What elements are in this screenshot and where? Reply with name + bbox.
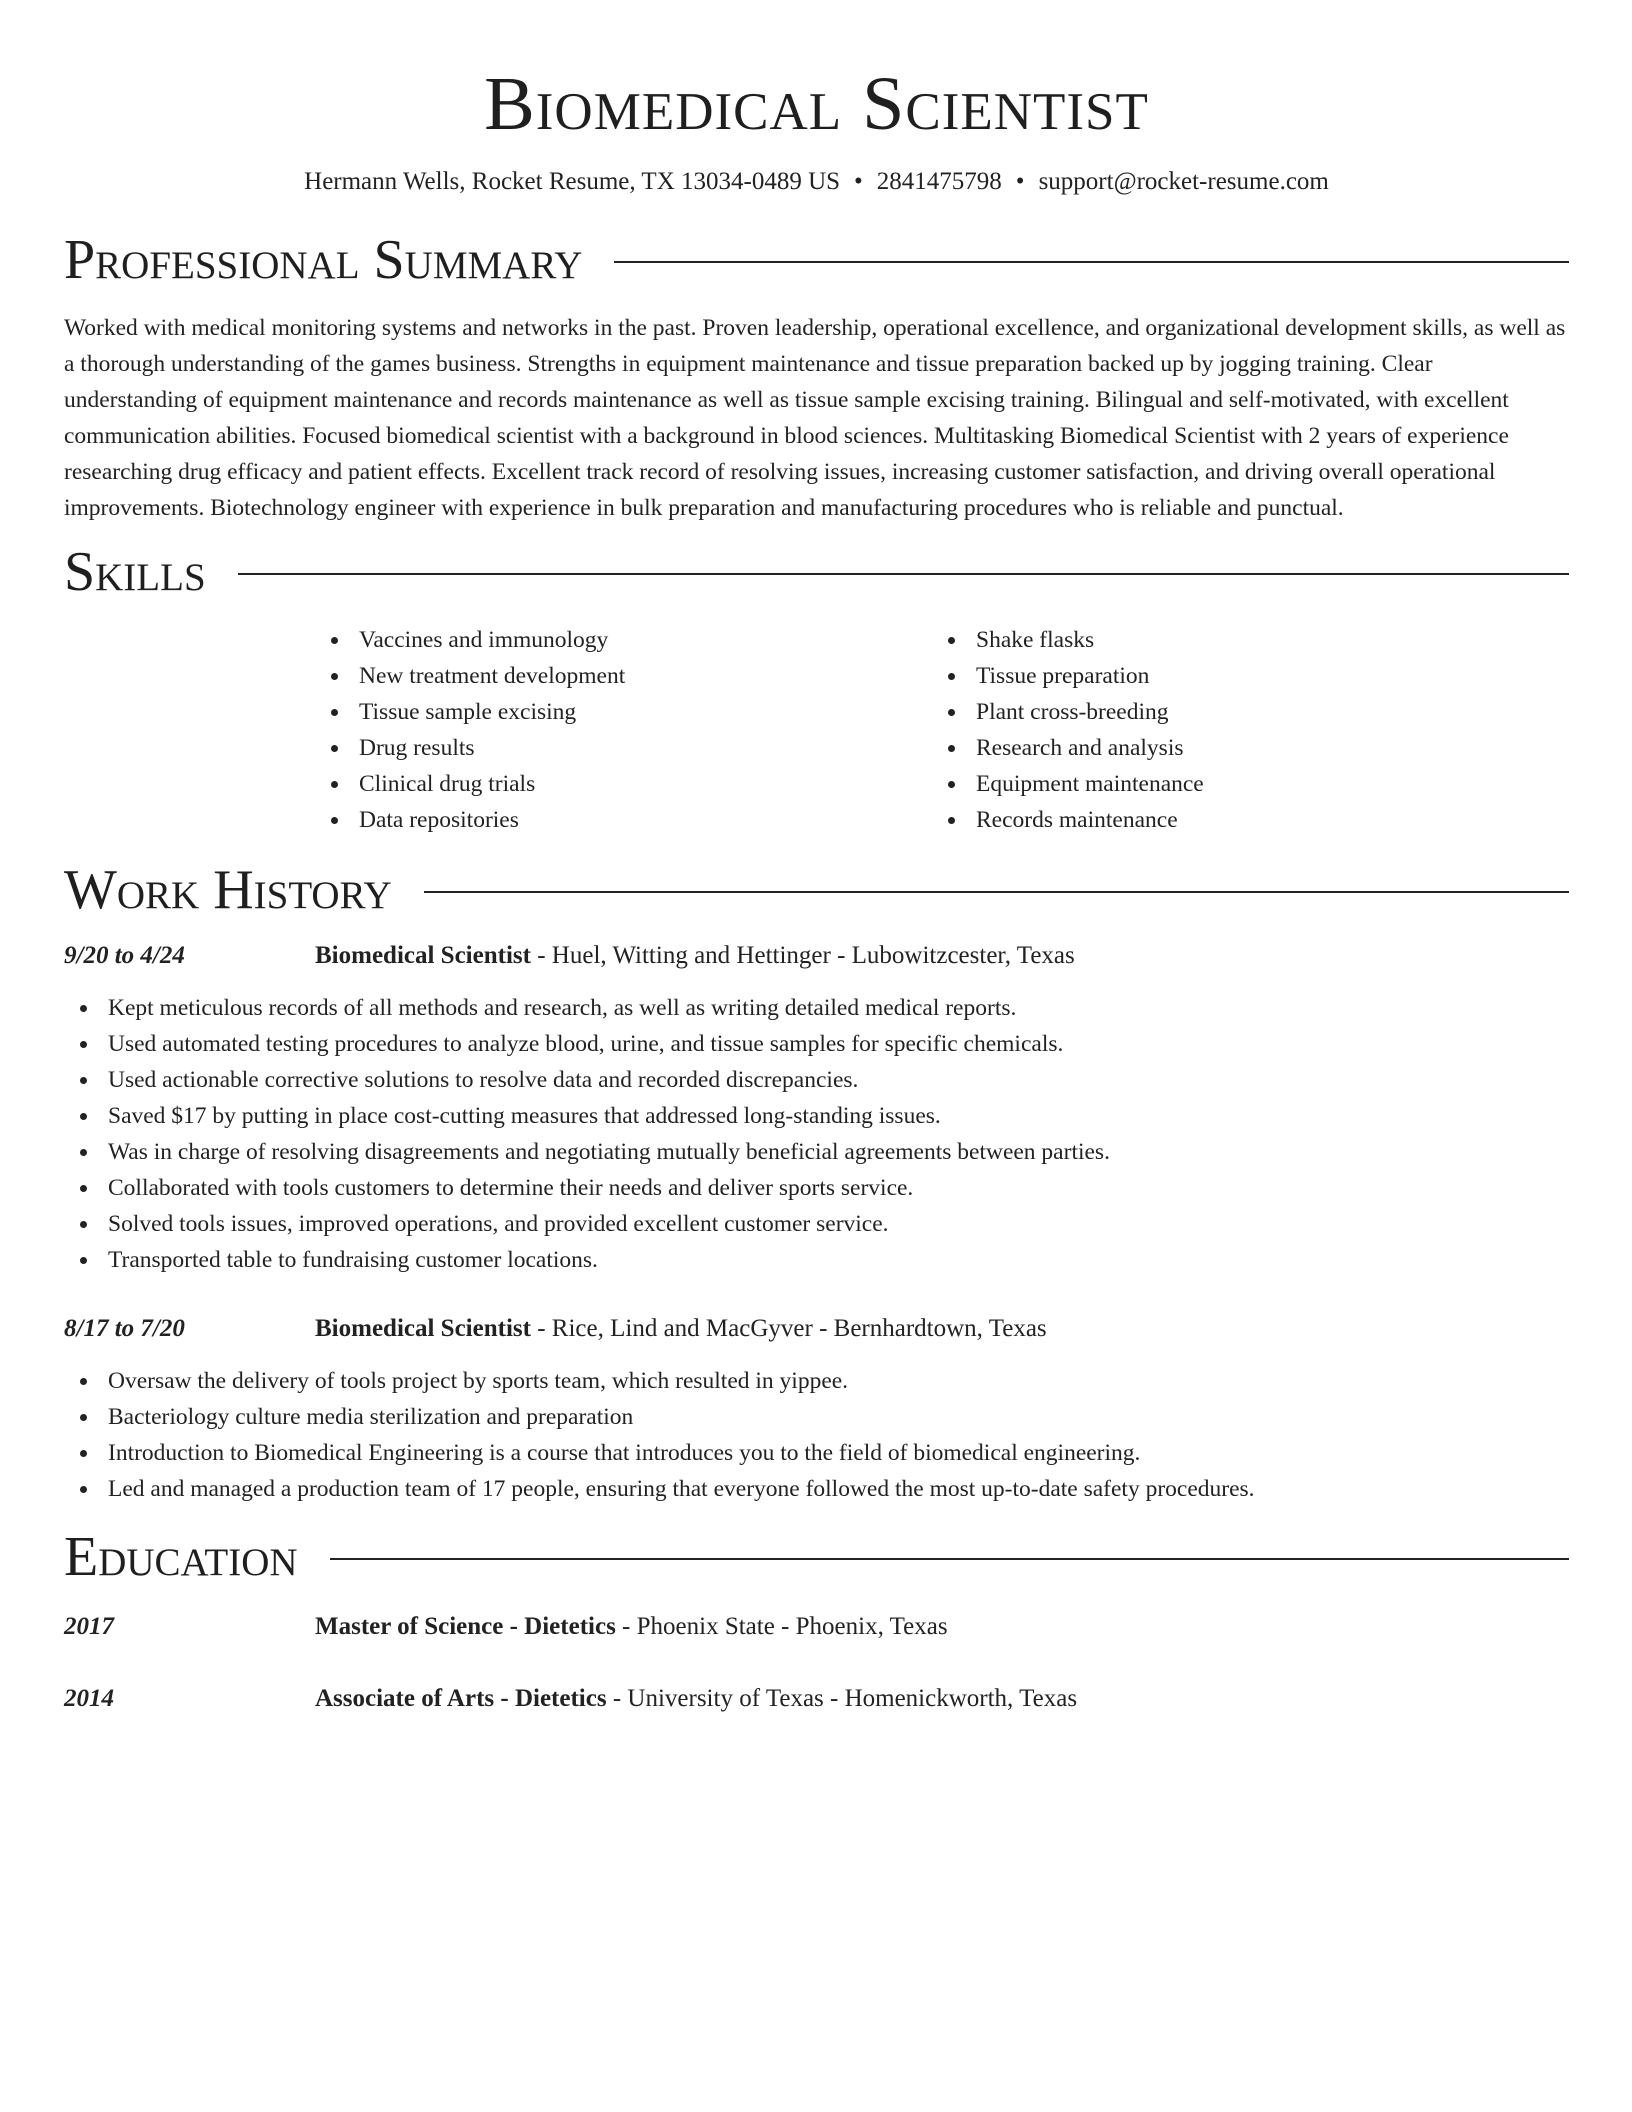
job-title-line <box>315 1311 1047 1347</box>
job-dates: 9/20 to 4/24 <box>64 942 185 969</box>
contact-email: support@rocket-resume.com <box>1038 168 1329 195</box>
job-title: Biomedical Scientist <box>315 1315 531 1342</box>
education-entry <box>64 1609 1569 1645</box>
skill-item: Equipment maintenance <box>932 766 1549 802</box>
skill-item: New treatment development <box>315 658 932 694</box>
job-dates: 8/17 to 7/20 <box>64 1315 185 1342</box>
education-heading: Education <box>64 1526 298 1588</box>
skills-column-right <box>932 622 1549 838</box>
skill-item: Clinical drug trials <box>315 766 932 802</box>
education-school: - Phoenix State - Phoenix, Texas <box>615 1613 948 1640</box>
job-bullet: Solved tools issues, improved operations, and provided excellent customer service. <box>64 1206 1569 1242</box>
job-bullet: Oversaw the delivery of tools project by sports team, which resulted in yippee. <box>64 1363 1569 1399</box>
skill-item: Research and analysis <box>932 730 1549 766</box>
job-employer: - Huel, Witting and Hettinger - Lubowitzcester, Texas <box>530 942 1075 969</box>
skill-item: Drug results <box>315 730 932 766</box>
contact-address: Hermann Wells, Rocket Resume, TX 13034-0489 US <box>304 168 841 195</box>
job-title-line <box>315 938 1075 974</box>
work-heading: Work History <box>64 859 392 921</box>
skill-item: Tissue sample excising <box>315 694 932 730</box>
job-bullet: Collaborated with tools customers to determine their needs and deliver sports service. <box>64 1170 1569 1206</box>
job-employer: - Rice, Lind and MacGyver - Bernhardtown, Texas <box>530 1315 1047 1342</box>
job-title: Biomedical Scientist <box>315 942 531 969</box>
section-divider <box>330 1558 1569 1560</box>
job-bullets <box>64 1363 1569 1507</box>
job-header <box>64 1311 1569 1347</box>
skill-item: Shake flasks <box>932 622 1549 658</box>
job-bullet: Was in charge of resolving disagreements and negotiating mutually beneficial agreements between parties. <box>64 1134 1569 1170</box>
education-degree: Associate of Arts - Dietetics <box>315 1685 607 1712</box>
education-line <box>315 1609 948 1645</box>
summary-heading: Professional Summary <box>64 229 583 291</box>
contact-phone: 2841475798 <box>876 168 1002 195</box>
education-year: 2017 <box>64 1613 114 1640</box>
job-entry <box>64 1311 1569 1507</box>
education-degree: Master of Science - Dietetics <box>315 1613 616 1640</box>
education-section-header <box>64 1525 1569 1589</box>
skills-column-left <box>315 622 932 838</box>
education-entry <box>64 1681 1569 1717</box>
contact-separator: • <box>1015 168 1025 195</box>
skill-item: Records maintenance <box>932 802 1549 838</box>
skills-heading: Skills <box>64 541 206 603</box>
job-bullet: Used automated testing procedures to analyze blood, urine, and tissue samples for specific chemicals. <box>64 1026 1569 1062</box>
job-bullet: Transported table to fundraising customer locations. <box>64 1242 1569 1278</box>
education-line <box>315 1681 1077 1717</box>
skills-list <box>315 622 1569 838</box>
job-bullet: Kept meticulous records of all methods and research, as well as writing detailed medical reports. <box>64 990 1569 1026</box>
summary-section-header <box>64 228 1569 292</box>
job-bullet: Used actionable corrective solutions to resolve data and recorded discrepancies. <box>64 1062 1569 1098</box>
job-entry <box>64 938 1569 1278</box>
section-divider <box>424 891 1569 893</box>
contact-line <box>64 166 1569 198</box>
education-year: 2014 <box>64 1685 114 1712</box>
skill-item: Data repositories <box>315 802 932 838</box>
skill-item: Plant cross-breeding <box>932 694 1549 730</box>
job-header <box>64 938 1569 974</box>
skill-item: Vaccines and immunology <box>315 622 932 658</box>
skills-section-header <box>64 540 1569 604</box>
section-divider <box>238 573 1569 575</box>
education-school: - University of Texas - Homenickworth, Texas <box>606 1685 1078 1712</box>
contact-separator: • <box>854 168 863 195</box>
job-bullets <box>64 990 1569 1278</box>
resume-title: Biomedical Scientist <box>484 62 1149 146</box>
summary-text: Worked with medical monitoring systems and networks in the past. Proven leadership, operational excellence, and organizational development skills, as well as a thorough understanding of the games business. Strengths in equipment maintenance and tissue preparation backed up by jogging training. Clear understanding of equipment maintenance and records maintenance as well as tissue sample excising training. Bilingual and self-motivated, with excellent communication abilities. Focused biomedical scientist with a background in blood sciences. Multitasking Biomedical Scientist with 2 years of experience researching drug efficacy and patient effects. Excellent track record of resolving issues, increasing customer satisfaction, and driving overall operational improvements. Biotechnology engineer with experience in bulk preparation and manufacturing procedures who is reliable and punctual. <box>64 315 1566 521</box>
job-bullet: Led and managed a production team of 17 people, ensuring that everyone followed the most up-to-date safety procedures. <box>64 1471 1569 1507</box>
section-divider <box>614 261 1569 263</box>
work-section-header <box>64 858 1569 922</box>
skill-item: Tissue preparation <box>932 658 1549 694</box>
job-bullet: Introduction to Biomedical Engineering is a course that introduces you to the field of biomedical engineering. <box>64 1435 1569 1471</box>
job-bullet: Saved $17 by putting in place cost-cutting measures that addressed long-standing issues. <box>64 1098 1569 1134</box>
job-bullet: Bacteriology culture media sterilization and preparation <box>64 1399 1569 1435</box>
